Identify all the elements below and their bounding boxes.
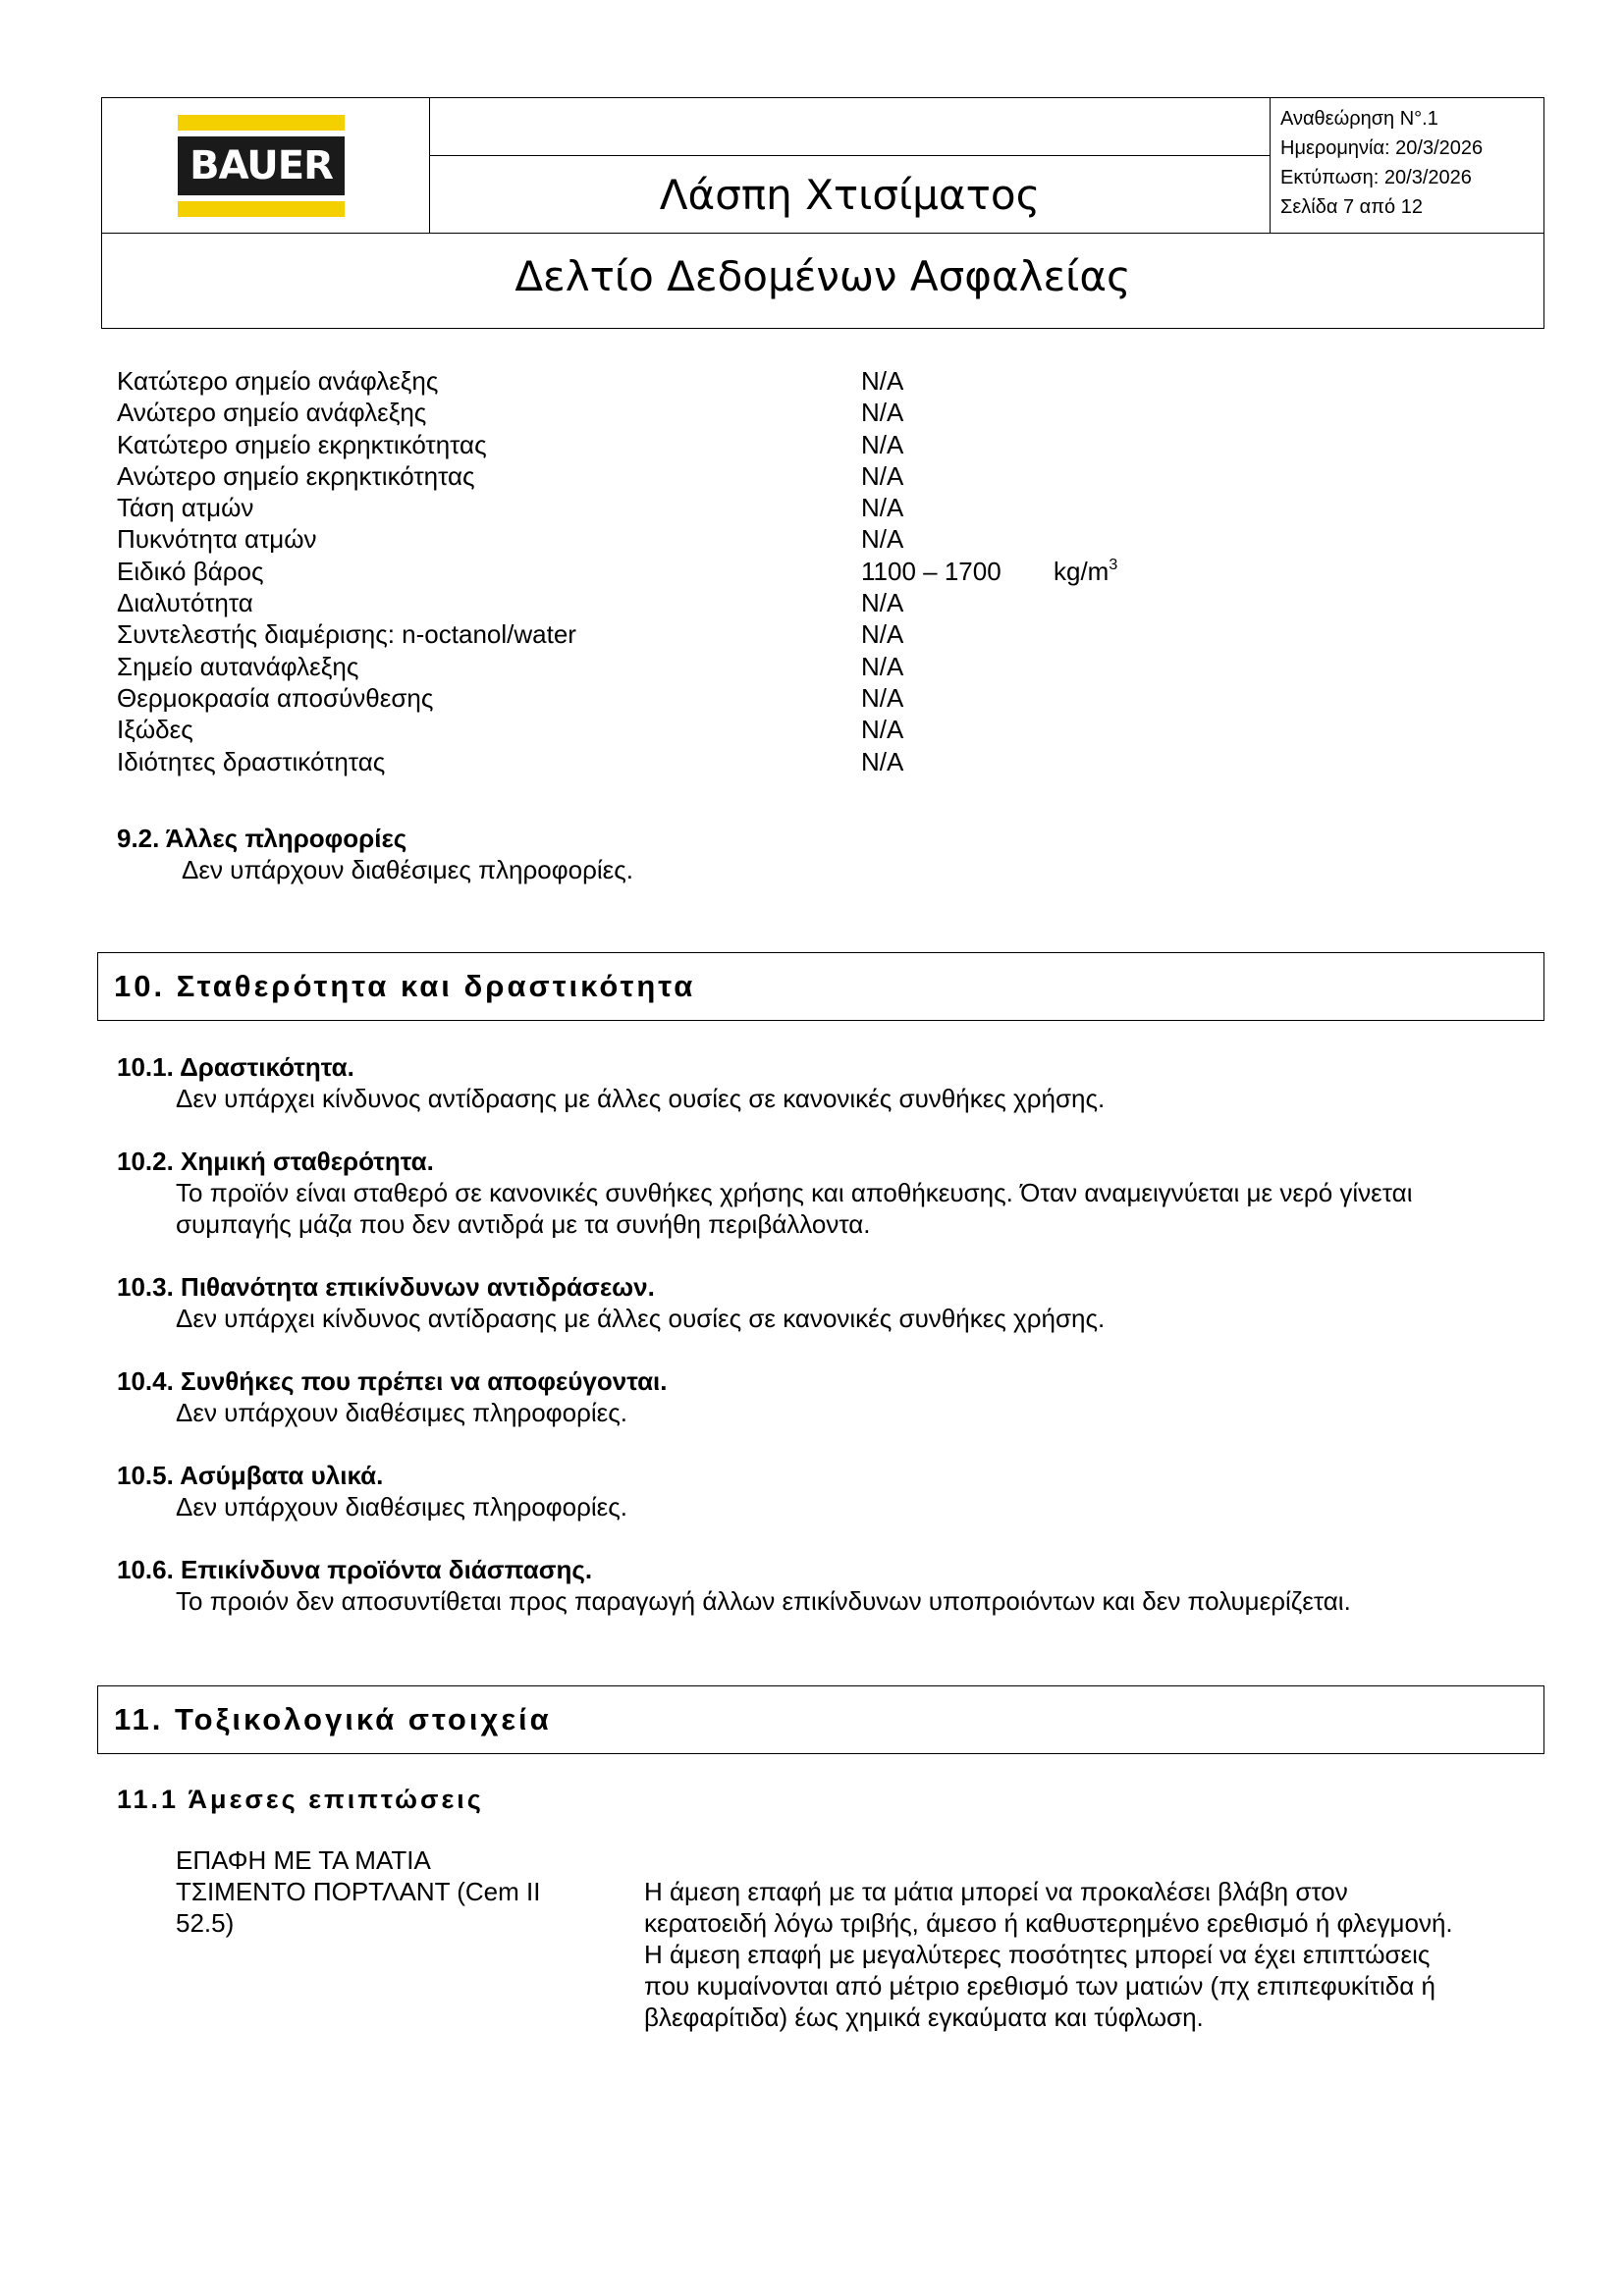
property-name: Ειδικό βάρος xyxy=(117,556,264,586)
document-title-cell xyxy=(102,233,1543,328)
property-name: Διαλυτότητα xyxy=(117,588,253,618)
property-value: N/A xyxy=(861,588,904,618)
subsection-heading-9-2: 9.2. Άλλες πληροφορίες xyxy=(117,824,407,853)
unit-base: kg/m xyxy=(1054,556,1110,586)
document-title: Δελτίο Δεδομένων Ασφαλείας xyxy=(514,252,1131,300)
product-title-cell xyxy=(430,98,1271,233)
subsection-heading-10-6: 10.6. Επικίνδυνα προϊόντα διάσπασης. xyxy=(117,1555,593,1584)
property-value: 1100 – 1700 xyxy=(861,556,1001,586)
subsection-heading-10-3: 10.3. Πιθανότητα επικίνδυνων αντιδράσεων. xyxy=(117,1272,655,1302)
product-title: Λάσπη Χτισίματος xyxy=(659,171,1041,219)
property-value: N/A xyxy=(861,460,904,491)
property-unit xyxy=(1054,556,1117,587)
section-10-title: 10. Σταθερότητα και δραστικότητα xyxy=(114,969,696,1003)
document-header xyxy=(101,97,1544,329)
property-value: N/A xyxy=(861,493,904,523)
subsection-text-10-4: Δεν υπάρχουν διαθέσιμες πληροφορίες. xyxy=(176,1398,628,1427)
property-name: Τάση ατμών xyxy=(117,493,254,523)
property-row xyxy=(117,746,1197,777)
property-row xyxy=(117,492,1197,523)
exposure-route-label: ΕΠΑΦΗ ΜΕ ΤΑ ΜΑΤΙΑ xyxy=(176,1845,431,1875)
property-value: N/A xyxy=(861,429,904,459)
subsection-heading-10-2: 10.2. Χημική σταθερότητα. xyxy=(117,1147,434,1176)
subsection-heading-10-5: 10.5. Ασύμβατα υλικά. xyxy=(117,1461,384,1490)
property-value: N/A xyxy=(861,651,904,681)
subsection-text-10-6: Το προιόν δεν αποσυντίθεται προς παραγωγή άλλων επικίνδυνων υποπροιόντων και δεν πολυμερίζεται. xyxy=(176,1586,1351,1616)
property-name: Πυκνότητα ατμών xyxy=(117,524,317,555)
properties-table xyxy=(117,365,1197,777)
property-row xyxy=(117,460,1197,492)
subsection-text-10-2-line2: συμπαγής μάζα που δεν αντιδρά με τα συνήθη περιβάλλοντα. xyxy=(176,1209,871,1239)
effect-text-line: κερατοειδή λόγω τριβής, άμεσο ή καθυστερημένο ερεθισμό ή φλεγμονή. xyxy=(644,1908,1453,1938)
property-row xyxy=(117,682,1197,714)
property-value: N/A xyxy=(861,746,904,776)
property-row xyxy=(117,556,1197,587)
property-row xyxy=(117,523,1197,555)
property-value: N/A xyxy=(861,619,904,650)
logo-bottom-bar xyxy=(178,201,345,217)
subsection-heading-10-1: 10.1. Δραστικότητα. xyxy=(117,1052,354,1082)
property-value: N/A xyxy=(861,398,904,428)
property-name: Σημείο αυτανάφλεξης xyxy=(117,651,359,681)
subsection-text-9-2: Δεν υπάρχουν διαθέσιμες πληροφορίες. xyxy=(182,855,634,884)
section-10-header xyxy=(97,952,1544,1021)
effect-text-line: που κυμαίνονται από μέτριο ερεθισμό των ματιών (πχ επιπεφυκίτιδα ή xyxy=(644,1971,1435,2001)
property-name: Ανώτερο σημείο εκρηκτικότητας xyxy=(117,460,475,491)
section-11-title: 11. Τοξικολογικά στοιχεία xyxy=(114,1702,552,1736)
property-row xyxy=(117,714,1197,745)
property-name: Κατώτερο σημείο εκρηκτικότητας xyxy=(117,429,487,459)
document-meta xyxy=(1280,104,1536,222)
subsection-heading-10-4: 10.4. Συνθήκες που πρέπει να αποφεύγονται. xyxy=(117,1366,668,1396)
effect-text-line: Η άμεση επαφή με τα μάτια μπορεί να προκαλέσει βλάβη στον xyxy=(644,1877,1348,1906)
subsection-text-10-3: Δεν υπάρχει κίνδυνος αντίδρασης με άλλες ουσίες σε κανονικές συνθήκες χρήσης. xyxy=(176,1304,1106,1333)
logo-top-bar xyxy=(178,115,345,131)
page-number: Σελίδα 7 από 12 xyxy=(1280,196,1423,218)
bauer-logo xyxy=(178,115,345,217)
property-name: Κατώτερο σημείο ανάφλεξης xyxy=(117,366,439,396)
property-value: N/A xyxy=(861,715,904,745)
property-name: Θερμοκρασία αποσύνθεσης xyxy=(117,682,434,713)
property-row xyxy=(117,429,1197,460)
substance-name-line2: 52.5) xyxy=(176,1908,235,1938)
title-divider xyxy=(430,155,1270,156)
property-name: Ιξώδες xyxy=(117,715,193,745)
revision-number: Αναθεώρηση Ν°.1 xyxy=(1280,108,1438,130)
property-name: Συντελεστής διαμέρισης: n-octanol/water xyxy=(117,619,576,650)
issue-date: Ημερομηνία: 20/3/2026 xyxy=(1280,137,1484,159)
property-row xyxy=(117,618,1197,650)
logo-cell xyxy=(102,98,430,233)
section-11-header xyxy=(97,1685,1544,1754)
property-row xyxy=(117,587,1197,618)
effect-text-line: Η άμεση επαφή με μεγαλύτερες ποσότητες μπορεί να έχει επιπτώσεις xyxy=(644,1940,1431,1969)
subsection-heading-11-1: 11.1 Άμεσες επιπτώσεις xyxy=(117,1785,484,1814)
subsection-text-10-5: Δεν υπάρχουν διαθέσιμες πληροφορίες. xyxy=(176,1492,628,1522)
subsection-text-10-2-line1: Το προϊόν είναι σταθερό σε κανονικές συνθήκες χρήσης και αποθήκευσης. Όταν αναμειγνύεται με νερό γίνεται xyxy=(176,1178,1413,1207)
property-name: Ανώτερο σημείο ανάφλεξης xyxy=(117,398,427,428)
property-name: Ιδιότητες δραστικότητας xyxy=(117,746,386,776)
property-row xyxy=(117,365,1197,397)
print-date: Εκτύπωση: 20/3/2026 xyxy=(1280,167,1472,188)
unit-exponent: 3 xyxy=(1109,556,1118,573)
property-value: N/A xyxy=(861,524,904,555)
substance-name-line1: ΤΣΙΜΕΝΤΟ ΠΟΡΤΛΑΝΤ (Cem II xyxy=(176,1877,541,1906)
property-value: N/A xyxy=(861,366,904,396)
property-row xyxy=(117,397,1197,428)
effect-text-line: βλεφαρίτιδα) έως χημικά εγκαύματα και τύφλωση. xyxy=(644,2002,1204,2032)
property-value: N/A xyxy=(861,682,904,713)
subsection-text-10-1: Δεν υπάρχει κίνδυνος αντίδρασης με άλλες ουσίες σε κανονικές συνθήκες χρήσης. xyxy=(176,1084,1106,1113)
logo-wordmark: BAUER xyxy=(178,136,345,195)
property-row xyxy=(117,651,1197,682)
